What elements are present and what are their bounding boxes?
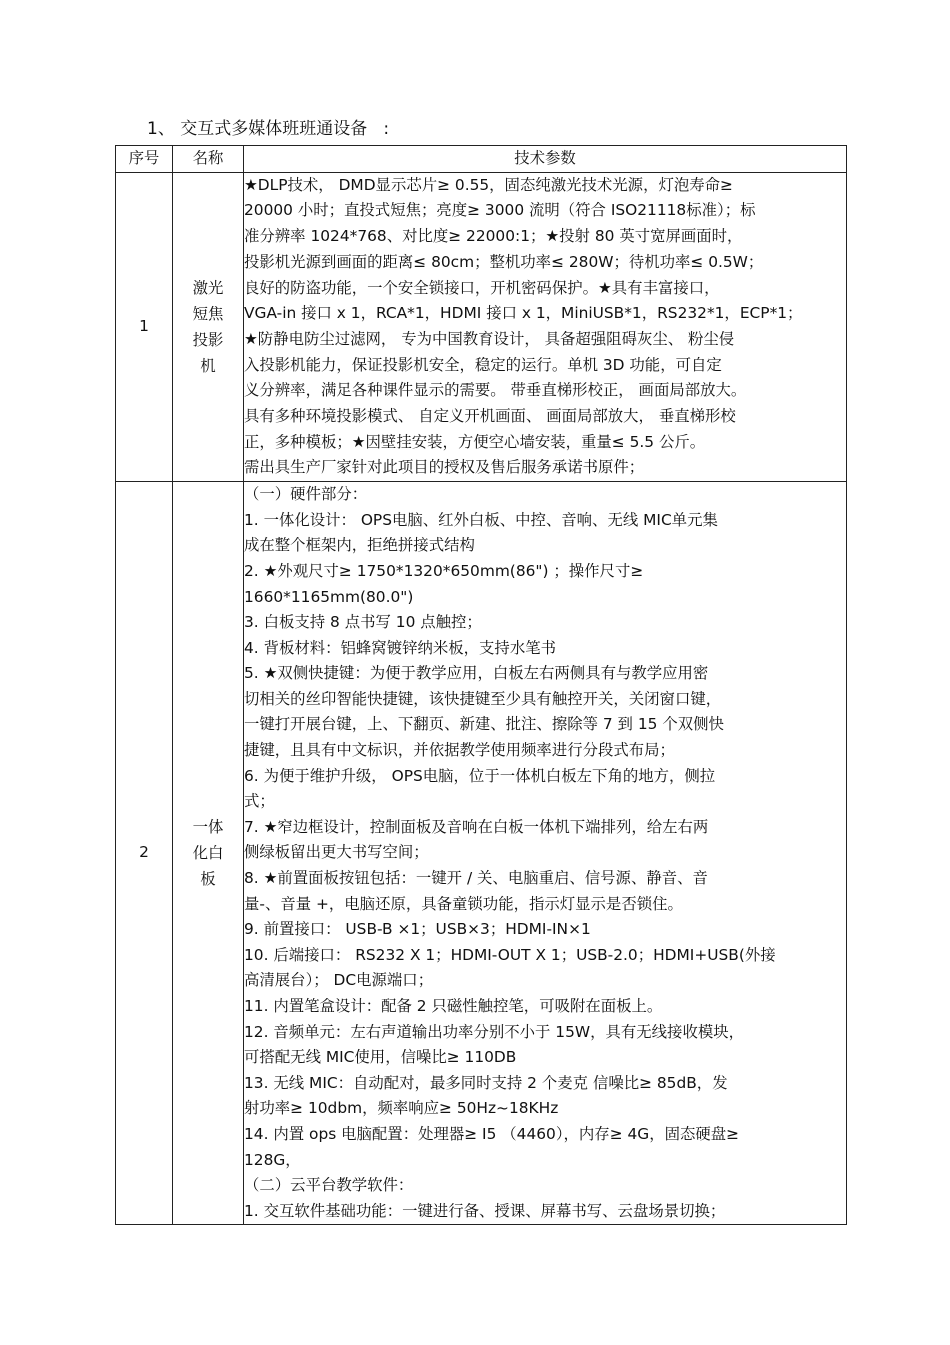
header-no: 序号 [116, 146, 173, 173]
spec-line: 正，多种模板；★因壁挂安装，方便空心墙安装，重量≤ 5.5 公斤。 [244, 432, 706, 451]
spec-line: 10. 后端接口： RS232 X 1；HDMI-OUT X 1；USB-2.0；HDMI+USB(外接 [244, 945, 776, 964]
spec-line: 可搭配无线 MIC使用，信噪比≥ 110DB [244, 1048, 517, 1067]
header-name: 名称 [173, 146, 244, 173]
spec-line: 9. 前置接口： USB-B ×1；USB×3；HDMI-IN×1 [244, 920, 591, 939]
spec-line: 具有多种环境投影模式、 自定义开机画面、 画面局部放大， 垂直梯形校 [244, 407, 736, 426]
spec-line: ★DLP技术， DMD显示芯片≥ 0.55，固态纯激光技术光源，灯泡寿命≥ [244, 175, 733, 194]
spec-line: 准分辨率 1024*768、对比度≥ 22000:1；★投射 80 英寸宽屏画面时， [244, 227, 743, 246]
spec-line: 良好的防盗功能，一个安全锁接口，开机密码保护。★具有丰富接口， [244, 278, 720, 297]
spec-line: 3. 白板支持 8 点书写 10 点触控； [244, 613, 482, 632]
spec-line: 1. 交互软件基础功能：一键进行备、授课、屏幕书写、云盘场景切换； [244, 1201, 726, 1220]
table-row [116, 482, 847, 1225]
spec-line: （二）云平台教学软件： [244, 1176, 414, 1195]
spec-table [115, 145, 847, 1225]
item-name-line: 短焦 [192, 304, 224, 323]
item-name [173, 172, 244, 481]
item-name-line: 板 [200, 870, 216, 889]
spec-line: 6. 为便于维护升级， OPS电脑，位于一体机白板左下角的地方，侧拉 [244, 766, 716, 785]
item-name-line: 投影 [192, 330, 224, 349]
item-name-line: 化白 [192, 844, 224, 863]
spec-line: 20000 小时；直投式短焦；亮度≥ 3000 流明（符合 ISO21118标准）；标 [244, 201, 756, 220]
row-number: 1 [116, 172, 173, 481]
spec-line: 射功率≥ 10dbm，频率响应≥ 50Hz~18KHz [244, 1099, 559, 1118]
spec-line: 量-、音量 +，电脑还原，具备童锁功能，指示灯显示是否锁住。 [244, 894, 683, 913]
spec-line: 5. ★双侧快捷键：为便于教学应用，白板左右两侧具有与教学应用密 [244, 664, 709, 683]
item-name-line: 一体 [192, 818, 224, 837]
spec-line: VGA-in 接口 x 1，RCA*1，HDMI 接口 x 1，MiniUSB*1，RS232*1，ECP*1； [244, 304, 803, 323]
row-number: 2 [116, 482, 173, 1225]
spec-line: 13. 无线 MIC：自动配对，最多同时支持 2 个麦克 信噪比≥ 85dB，发 [244, 1073, 728, 1092]
section-title: 1、 交互式多媒体班班通设备 : [147, 119, 390, 139]
header-spec: 技术参数 [244, 146, 847, 173]
spec-line: 需出具生产厂家针对此项目的授权及售后服务承诺书原件； [244, 458, 645, 477]
spec-line: 11. 内置笔盒设计：配备 2 只磁性触控笔，可吸附在面板上。 [244, 997, 663, 1016]
spec-line: 侧绿板留出更大书写空间； [244, 843, 429, 862]
spec-line: 入投影机能力，保证投影机安全，稳定的运行。单机 3D 功能，可自定 [244, 355, 722, 374]
spec-line: 成在整个框架内，拒绝拼接式结构 [244, 536, 475, 555]
spec-line: 切相关的丝印智能快捷键，该快捷键至少具有触控开关，关闭窗口键， [244, 689, 722, 708]
spec-line: 7. ★窄边框设计，控制面板及音响在白板一体机下端排列，给左右两 [244, 817, 709, 836]
spec-line: 高清展台）； DC电源端口； [244, 971, 434, 990]
spec-line: 12. 音频单元：左右声道输出功率分别不小于 15W，具有无线接收模块， [244, 1022, 745, 1041]
table-header-row [116, 146, 847, 173]
spec-line: 128G， [244, 1150, 301, 1169]
spec-line: 义分辨率，满足各种课件显示的需要。 带垂直梯形校正， 画面局部放大。 [244, 381, 747, 400]
spec-line: （一）硬件部分： [244, 485, 368, 504]
item-name-line: 机 [200, 356, 216, 375]
table-body [116, 172, 847, 1225]
spec-line: 8. ★前置面板按钮包括：一键开 / 关、电脑重启、信号源、静音、音 [244, 869, 708, 888]
spec-line: 一键打开展台键，上、下翻页、新建、批注、擦除等 7 到 15 个双侧快 [244, 715, 724, 734]
item-name-line: 激光 [192, 278, 224, 297]
spec-line: 1. 一体化设计： OPS电脑、红外白板、中控、音响、无线 MIC单元集 [244, 510, 718, 529]
spec-line: 1660*1165mm(80.0") [244, 587, 414, 606]
spec-text [244, 482, 847, 1225]
item-name [173, 482, 244, 1225]
spec-line: 投影机光源到画面的距离≤ 80cm；整机功率≤ 280W；待机功率≤ 0.5W； [244, 252, 764, 271]
spec-text [244, 172, 847, 481]
spec-line: 式； [244, 792, 275, 811]
spec-line: 14. 内置 ops 电脑配置：处理器≥ I5 （4460），内存≥ 4G，固态硬盘≥ [244, 1124, 740, 1143]
spec-line: ★防静电防尘过滤网， 专为中国教育设计， 具备超强阻碍灰尘、 粉尘侵 [244, 329, 735, 348]
table-row [116, 172, 847, 481]
spec-line: 2. ★外观尺寸≥ 1750*1320*650mm(86") ；操作尺寸≥ [244, 561, 644, 580]
spec-line: 捷键，且具有中文标识，并依据教学使用频率进行分段式布局； [244, 741, 675, 760]
spec-line: 4. 背板材料：铝蜂窝镀锌纳米板，支持水笔书 [244, 638, 556, 657]
